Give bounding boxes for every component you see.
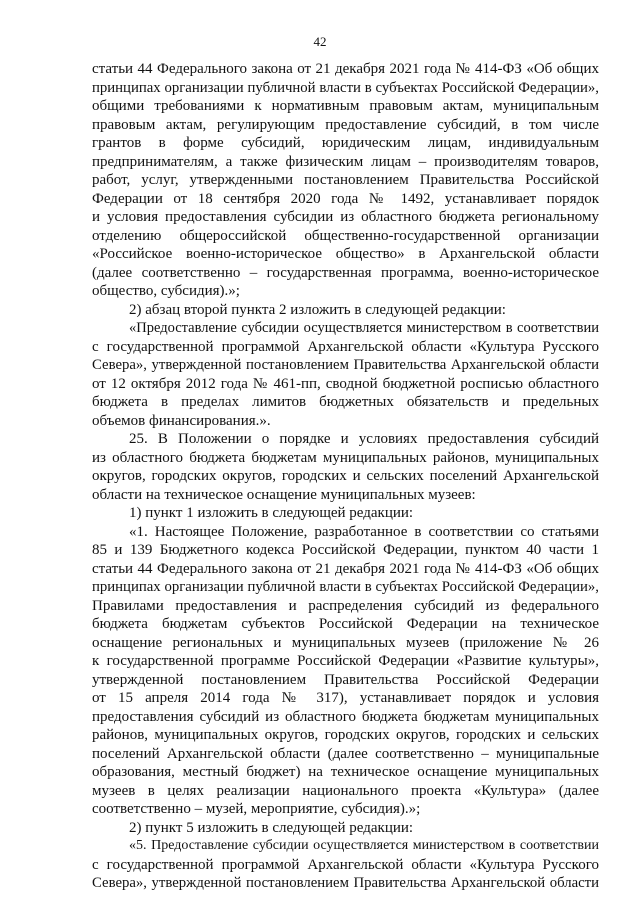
text-line: и условия предоставления субсидии из областного бюджета региональному bbox=[92, 209, 599, 225]
text-line: бюджета в пределах лимитов бюджетных обязательств и предельных bbox=[92, 394, 599, 410]
text-line: статьи 44 Федерального закона от 21 декабря 2021 года № 414-ФЗ «Об общих bbox=[92, 61, 599, 77]
text-line: «1. Настоящее Положение, разработанное в соответствии со статьями bbox=[129, 523, 599, 540]
text-line: «Предоставление субсидии осуществляется министерством в соответствии bbox=[129, 320, 599, 336]
text-line: общество, субсидия).»; bbox=[92, 283, 240, 299]
text-line: соответственно – музей, мероприятие, субсидия).»; bbox=[92, 801, 421, 817]
text-line: оснащение региональных и муниципальных музеев (приложение № 26 bbox=[92, 634, 599, 651]
text-line: Севера», утвержденной постановлением Правительства Архангельской области bbox=[92, 875, 599, 891]
text-line: Правилами предоставления и распределения субсидий из федерального bbox=[92, 597, 599, 614]
text-line: музеев в целях реализации национального проекта «Культура» (далее bbox=[92, 782, 599, 799]
text-line: общими требованиями к нормативным правовым актам, муниципальным bbox=[92, 98, 599, 114]
text-line: отделению общероссийской общественно-государственной организации bbox=[92, 227, 599, 244]
text-line: 25. В Положении о порядке и условиях предоставления субсидий bbox=[129, 431, 599, 447]
text-line: грантов в форме субсидий, юридическим лицам, индивидуальным bbox=[92, 135, 599, 151]
text-line: «Российское военно-историческое общество» в Архангельской области bbox=[92, 246, 599, 262]
text-line: с государственной программой Архангельской области «Культура Русского bbox=[92, 338, 599, 355]
text-line: принципах организации публичной власти в субъектах Российской Федерации», bbox=[92, 579, 599, 595]
text-line: 2) пункт 5 изложить в следующей редакции: bbox=[129, 819, 414, 836]
document-body bbox=[92, 60, 599, 893]
text-line: с государственной программой Архангельской области «Культура Русского bbox=[92, 856, 599, 873]
text-line: Федерации от 18 сентября 2020 года № 1492, устанавливает порядок bbox=[92, 190, 599, 207]
text-line: Севера», утвержденной постановлением Правительства Архангельской области bbox=[92, 357, 599, 373]
text-line: поселений Архангельской области (далее соответственно – муниципальные bbox=[92, 745, 599, 762]
text-line: районов, муниципальных округов, городских округов, городских и сельских bbox=[92, 727, 599, 743]
text-line: от 12 октября 2012 года № 461-пп, сводной бюджетной росписью областного bbox=[92, 375, 599, 392]
text-line: правовым актам, регулирующим предоставление субсидий, в том числе bbox=[92, 116, 599, 133]
text-line: предпринимателям, а также физическим лицам – производителям товаров, bbox=[92, 153, 599, 170]
text-line: области на техническое оснащение муниципальных музеев: bbox=[92, 486, 476, 503]
text-line: образования, местный бюджет) на техническое оснащение муниципальных bbox=[92, 764, 599, 780]
text-line: принципах организации публичной власти в субъектах Российской Федерации», bbox=[92, 79, 599, 96]
text-line: округов, городских округов, городских и сельских поселений Архангельской bbox=[92, 468, 599, 484]
text-line: 85 и 139 Бюджетного кодекса Российской Федерации, пунктом 40 части 1 bbox=[92, 542, 599, 558]
text-line: 1) пункт 1 изложить в следующей редакции: bbox=[129, 505, 414, 521]
text-line: работ, услуг, утвержденными постановлением Правительства Российской bbox=[92, 172, 599, 188]
text-line: к государственной программе Российской Федерации «Развитие культуры», bbox=[92, 653, 599, 669]
text-line: «5. Предоставление субсидии осуществляется министерством в соответствии bbox=[129, 838, 599, 853]
text-line: бюджета бюджетам субъектов Российской Федерации на техническое bbox=[92, 616, 599, 632]
text-line: от 15 апреля 2014 года № 317), устанавливает порядок и условия bbox=[92, 690, 599, 706]
text-line: 2) абзац второй пункта 2 изложить в следующей редакции: bbox=[129, 301, 506, 318]
text-line: утвержденной постановлением Правительства Российской Федерации bbox=[92, 671, 599, 688]
text-line: (далее соответственно – государственная программа, военно-историческое bbox=[92, 264, 599, 281]
text-line: статьи 44 Федерального закона от 21 декабря 2021 года № 414-ФЗ «Об общих bbox=[92, 560, 599, 577]
text-line: объемов финансирования.». bbox=[92, 412, 271, 429]
text-line: из областного бюджета бюджетам муниципальных районов, муниципальных bbox=[92, 449, 599, 466]
text-line: предоставления субсидий из областного бюджета бюджетам муниципальных bbox=[92, 708, 599, 725]
page-number: 42 bbox=[313, 34, 327, 49]
